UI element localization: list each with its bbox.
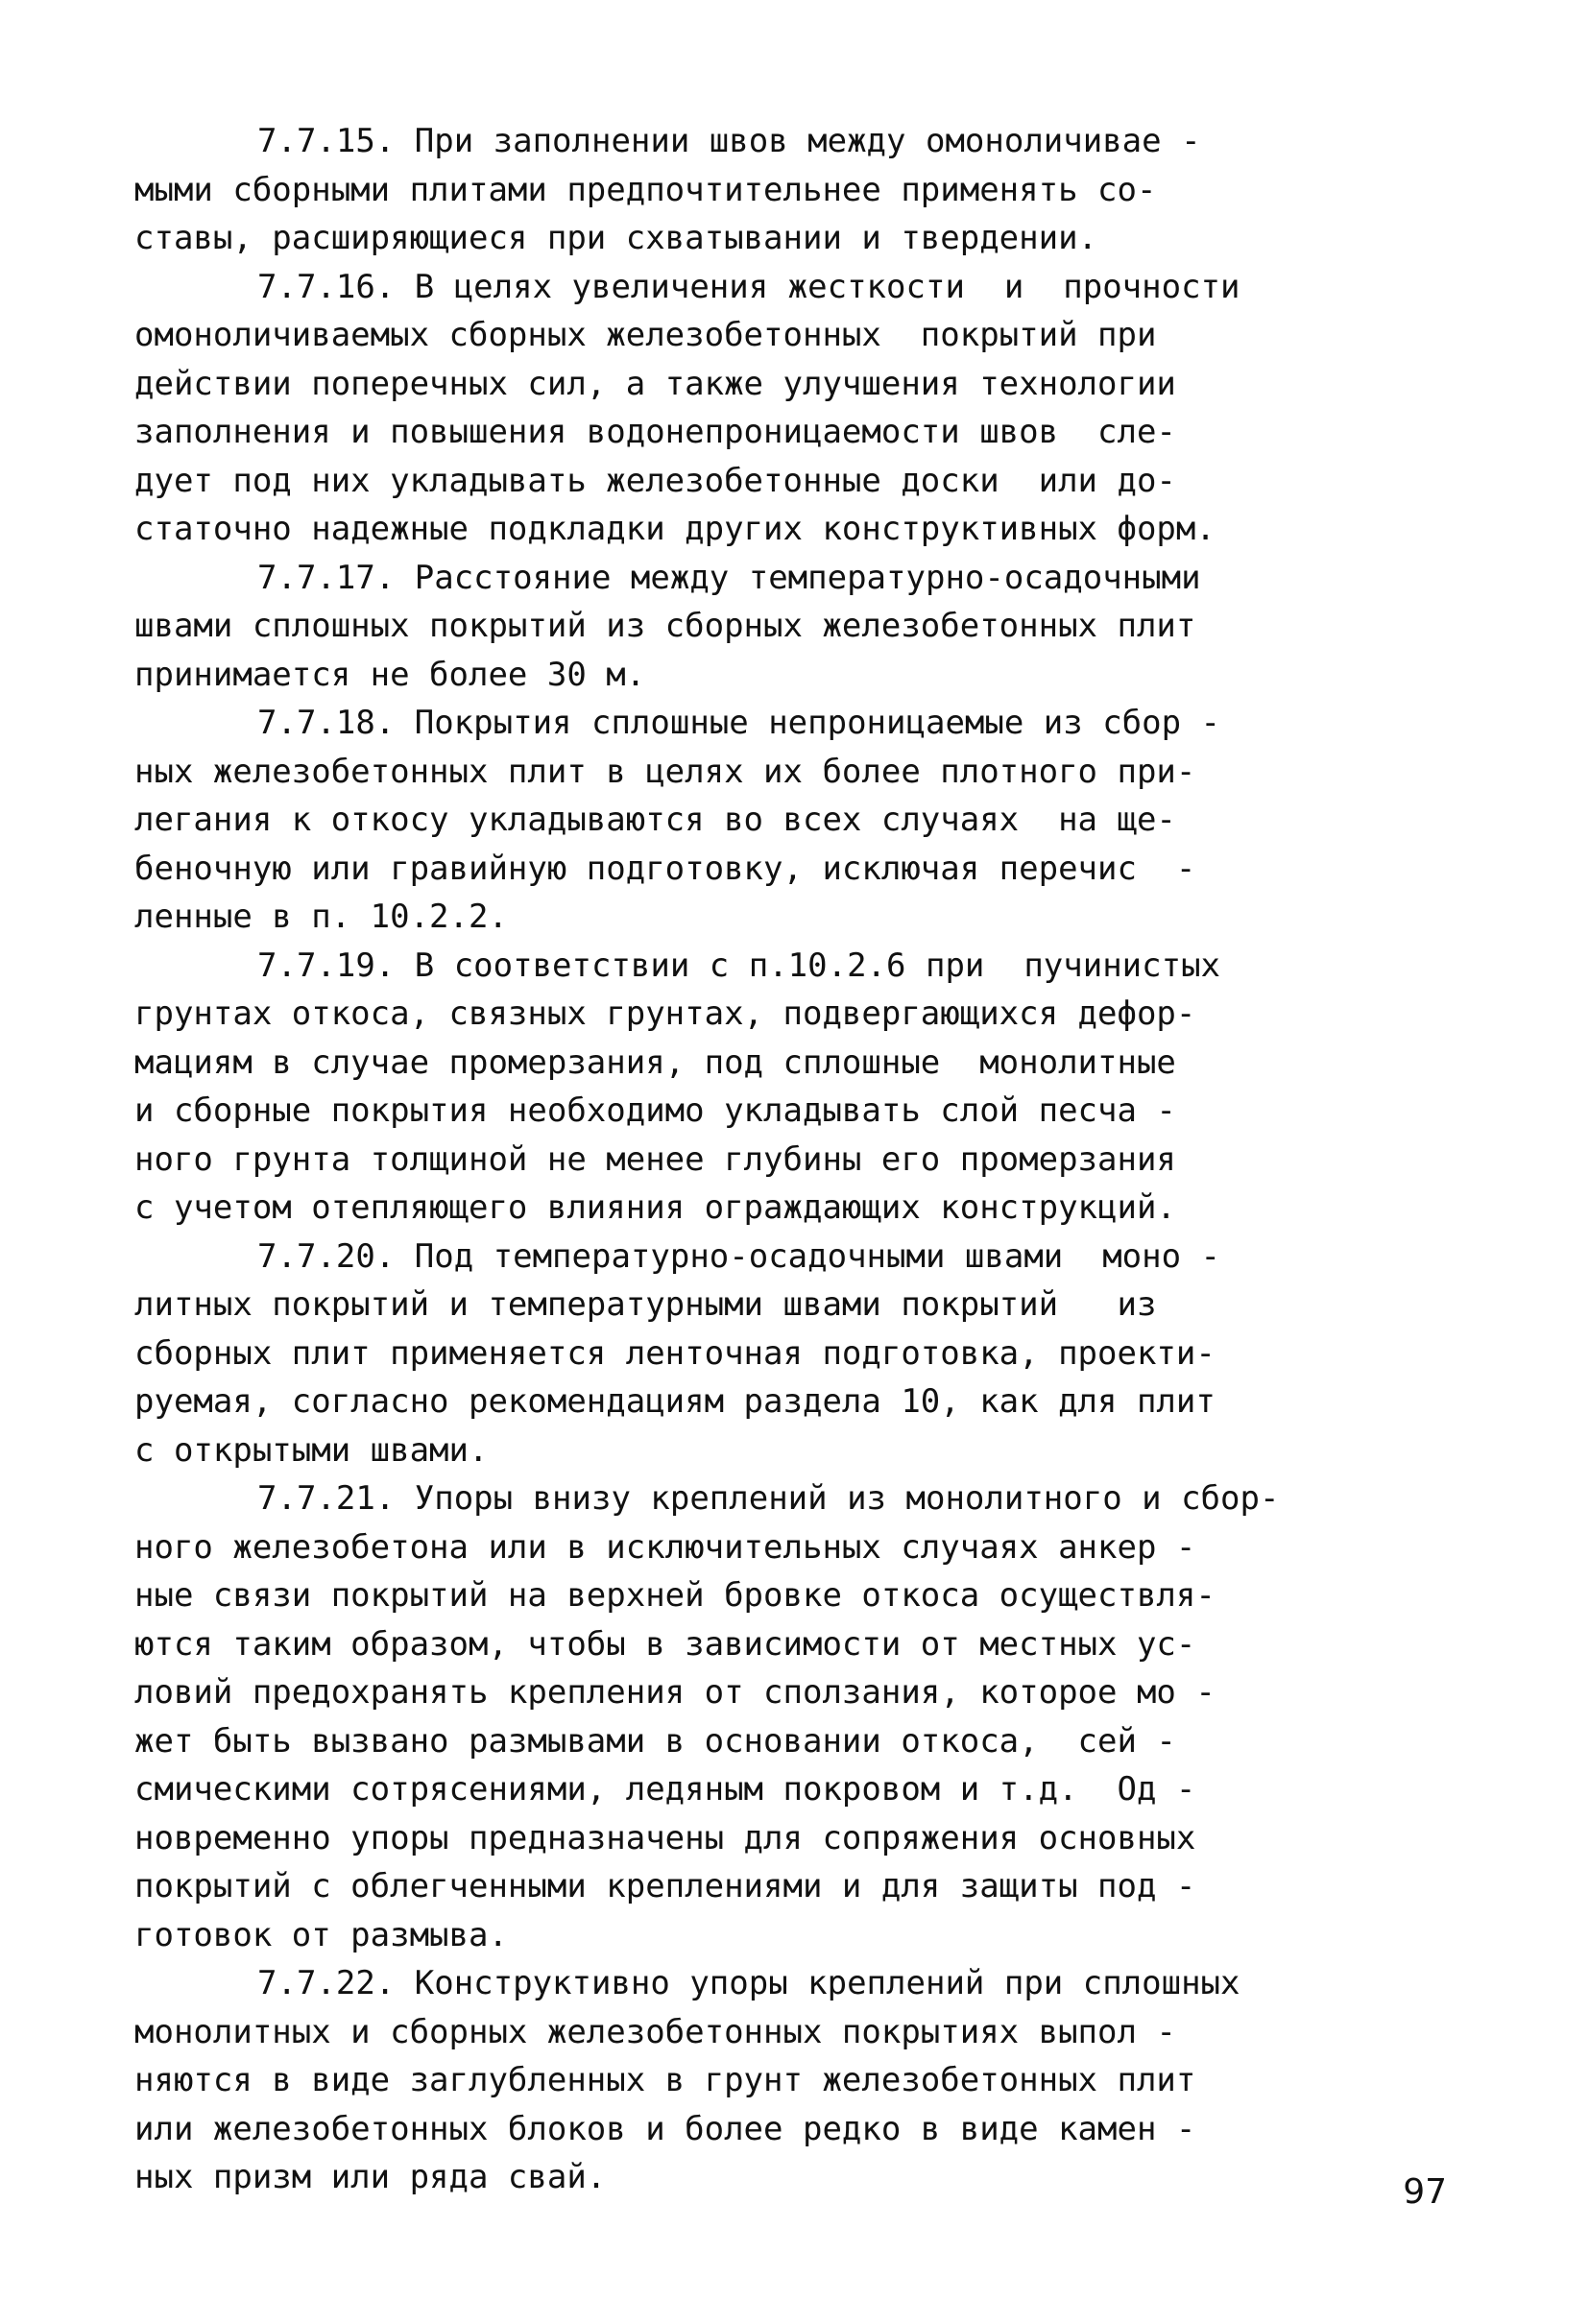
text-line: новременно упоры предназначены для сопряжения основных (134, 1818, 1196, 1857)
text-line: грунтах откоса, связных грунтах, подвергающихся дефор- (134, 994, 1196, 1033)
paragraph-first-line: 7.7.21. Упоры внизу креплений из монолитного и сбор- (257, 1479, 1280, 1518)
text-line: омоноличиваемых сборных железобетонных покрытий при (134, 316, 1157, 354)
text-line: ных железобетонных плит в целях их более плотного при- (134, 752, 1196, 791)
text-line: ются таким образом, чтобы в зависимости от местных ус- (134, 1624, 1196, 1664)
text-line: мыми сборными плитами предпочтительнее применять со- (134, 170, 1157, 209)
text-line: покрытий с облегченными креплениями и для защиты под - (134, 1867, 1196, 1905)
paragraph-first-line: 7.7.22. Конструктивно упоры креплений при сплошных (257, 1964, 1240, 2002)
text-line: или железобетонных блоков и более редко в виде камен - (134, 2109, 1196, 2148)
text-line: литных покрытий и температурными швами покрытий из (134, 1285, 1157, 1324)
text-line: ловий предохранять крепления от сползания, которое мо - (134, 1673, 1216, 1712)
text-line: дует под них укладывать железобетонные доски или до- (134, 461, 1176, 500)
text-line: ные связи покрытий на верхней бровке откоса осуществля- (134, 1576, 1216, 1615)
text-line: ных призм или ряда свай. (134, 2158, 607, 2196)
text-line: заполнения и повышения водонепроницаемости швов сле- (134, 413, 1176, 451)
text-line: с учетом отепляющего влияния ограждающих конструкций. (134, 1188, 1176, 1227)
paragraph-first-line: 7.7.18. Покрытия сплошные непроницаемые из сбор - (257, 704, 1221, 742)
text-line: беночную или гравийную подготовку, исключая перечис - (134, 849, 1196, 888)
paragraph-first-line: 7.7.16. В целях увеличения жесткости и прочности (257, 267, 1240, 306)
text-line: легания к откосу укладываются во всех случаях на ще- (134, 801, 1176, 839)
text-line: ленные в п. 10.2.2. (134, 898, 508, 936)
text-line: смическими сотрясениями, ледяным покровом и т.д. Од - (134, 1770, 1196, 1809)
text-line: мациям в случае промерзания, под сплошные монолитные (134, 1042, 1176, 1082)
paragraph-first-line: 7.7.17. Расстояние между температурно-осадочными (257, 558, 1201, 597)
text-line: жет быть вызвано размывами в основании откоса, сей - (134, 1721, 1176, 1761)
paragraph-first-line: 7.7.20. Под температурно-осадочными швами моно - (257, 1236, 1221, 1276)
text-line: сборных плит применяется ленточная подготовка, проекти- (134, 1333, 1216, 1373)
text-line: готовок от размыва. (134, 1915, 508, 1954)
paragraph-first-line: 7.7.19. В соответствии с п.10.2.6 при пучинистых (257, 946, 1221, 985)
text-line: швами сплошных покрытий из сборных железобетонных плит (134, 607, 1196, 645)
body-text (134, 117, 1452, 2202)
paragraph-first-line: 7.7.15. При заполнении швов между омоноличивае - (257, 122, 1201, 160)
text-line: принимается не более 30 м. (134, 655, 646, 694)
text-line: няются в виде заглубленных в грунт железобетонных плит (134, 2061, 1196, 2099)
page-number: 97 (1403, 2172, 1447, 2212)
text-line: статочно надежные подкладки других конструктивных форм. (134, 510, 1216, 548)
text-line: и сборные покрытия необходимо укладывать слой песча - (134, 1091, 1176, 1130)
text-line: руемая, согласно рекомендациям раздела 10, как для плит (134, 1382, 1216, 1421)
text-line: ного железобетона или в исключительных случаях анкер - (134, 1527, 1196, 1567)
text-line: действии поперечных сил, а также улучшения технологии (134, 364, 1176, 403)
text-line: с открытыми швами. (134, 1430, 489, 1470)
text-line: монолитных и сборных железобетонных покрытиях выпол - (134, 2012, 1176, 2051)
text-line: ного грунта толщиной не менее глубины его промерзания (134, 1139, 1176, 1179)
text-line: ставы, расширяющиеся при схватывании и твердении. (134, 219, 1098, 257)
